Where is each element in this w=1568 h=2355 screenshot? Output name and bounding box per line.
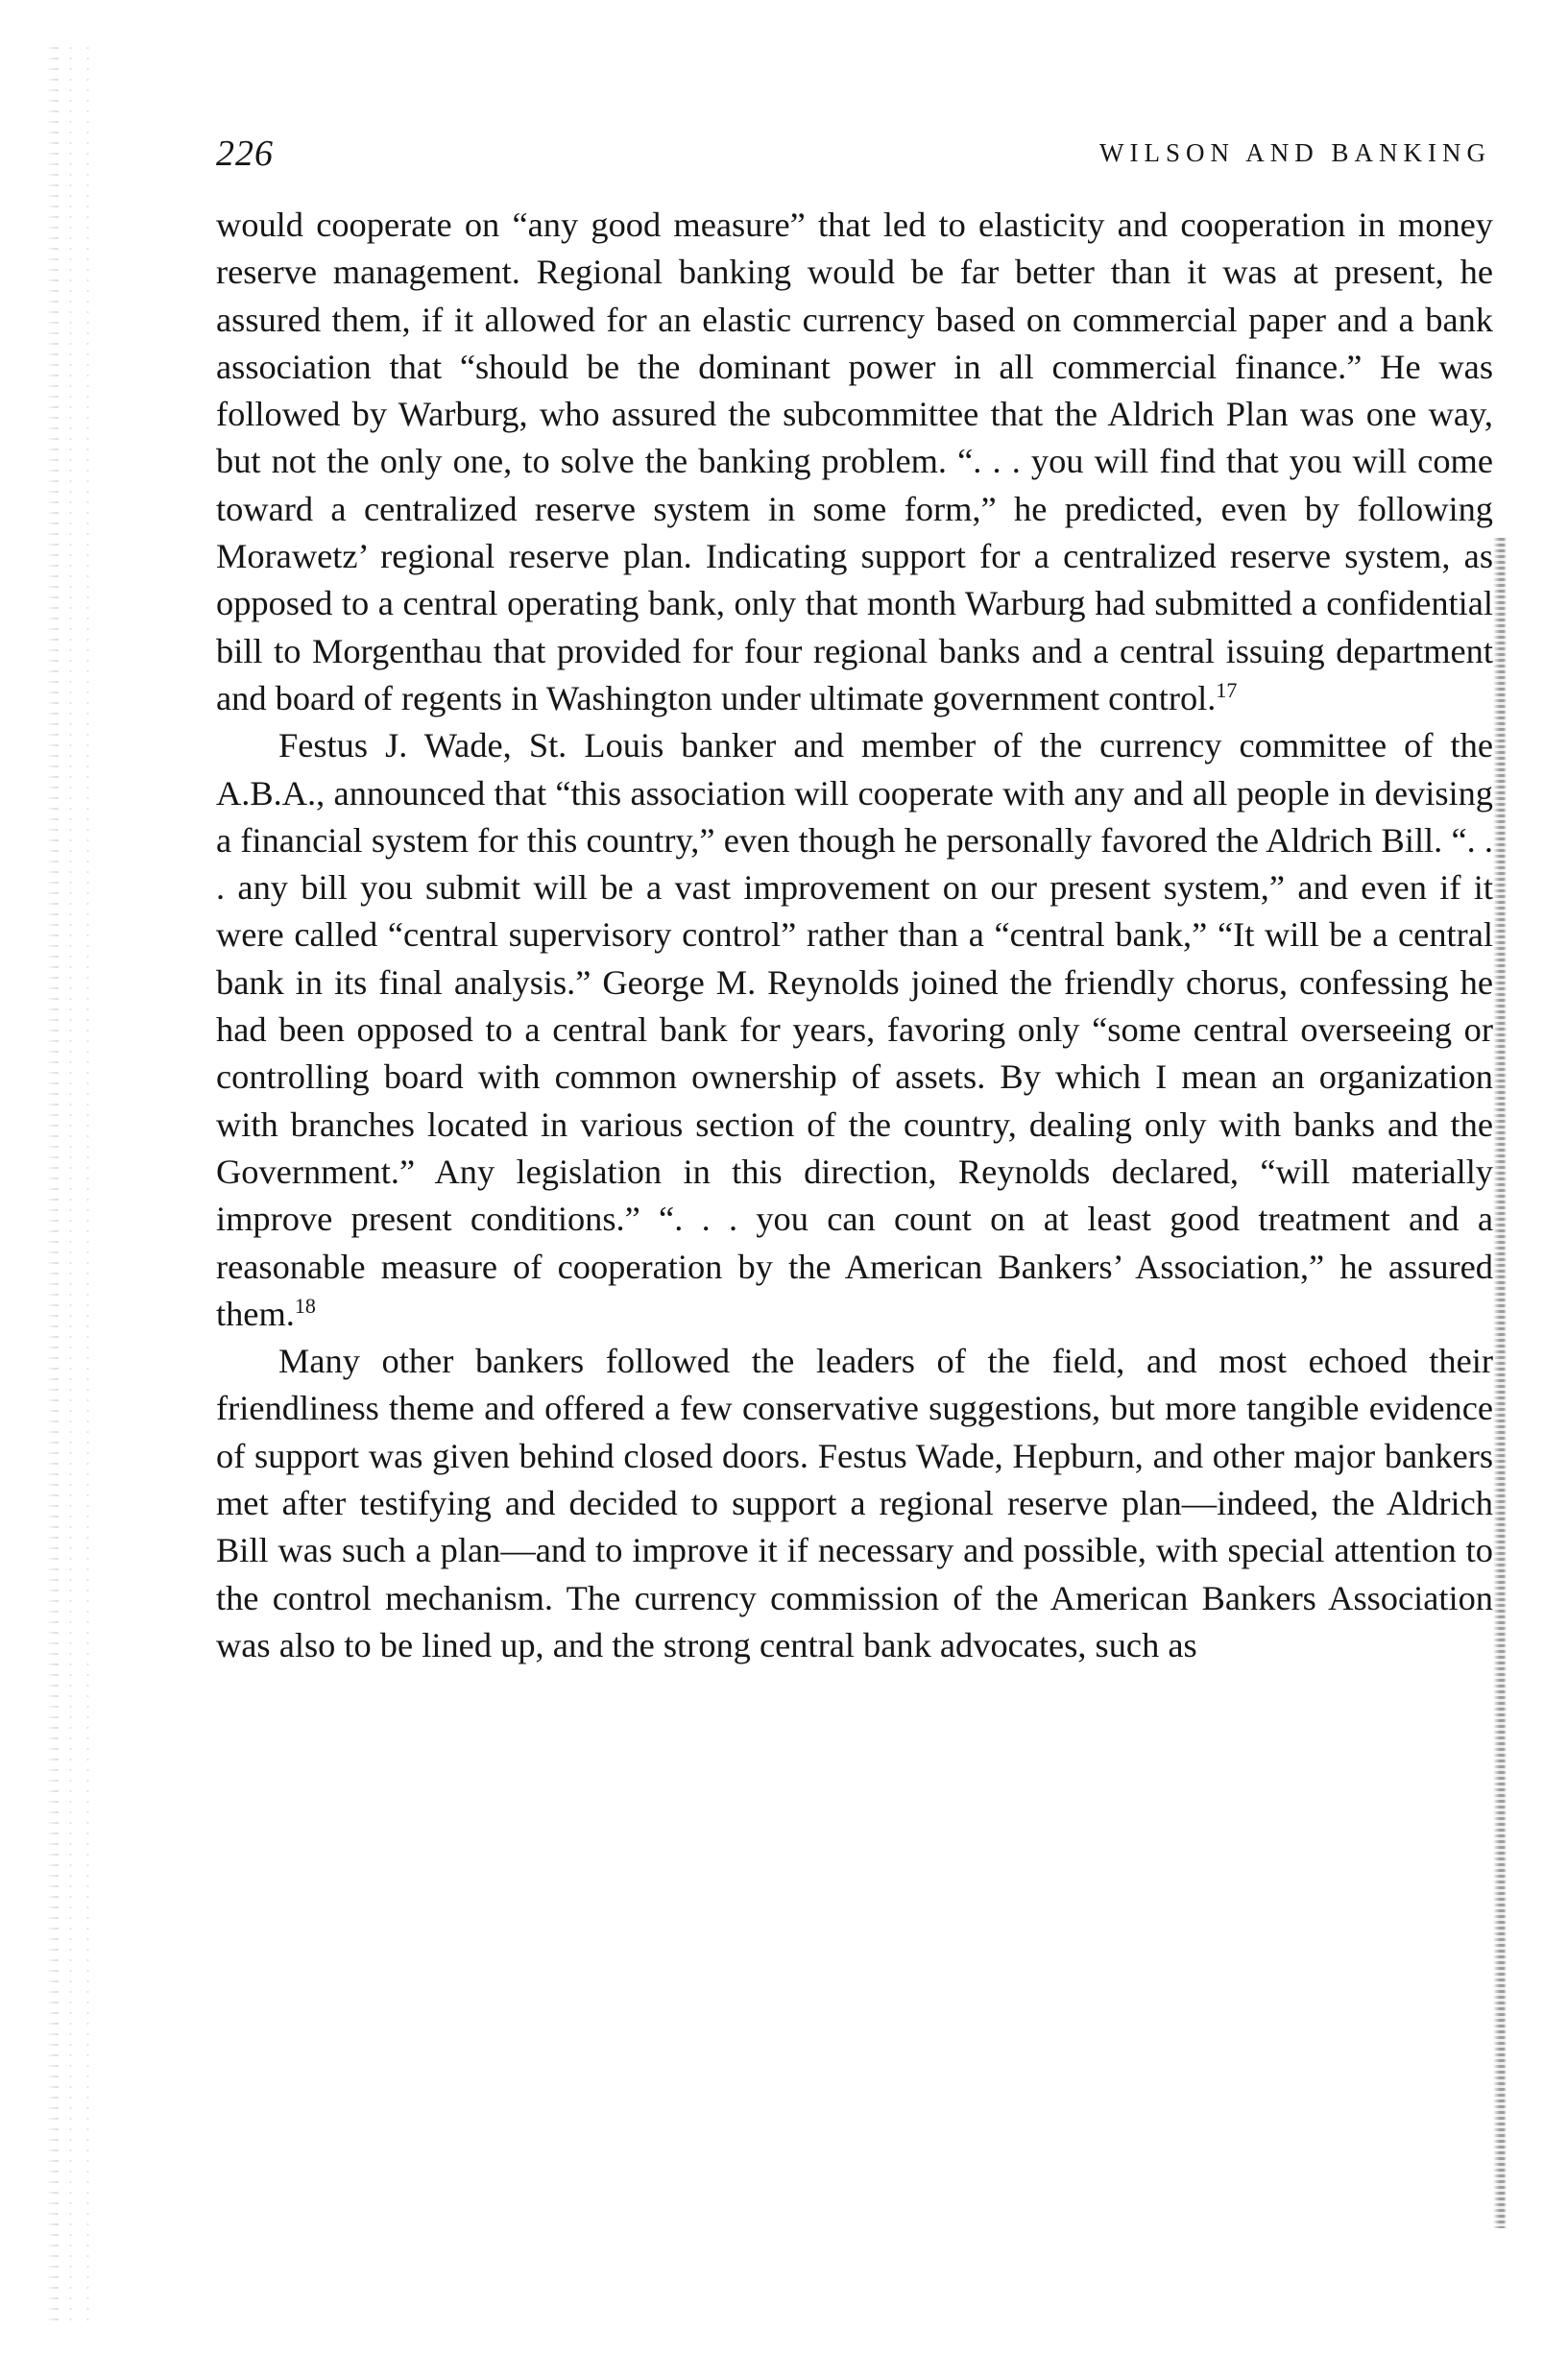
paragraph-1-text: would cooperate on “any good measure” that led to elasticity and cooperation in money reserve management. Regional banking would be far better than it was at present, he assured them, if it allowed for an elastic currency based on commercial paper and a bank association that “should be the dominant power in all commercial finance.” He was followed by Warburg, who assured the subcommittee that the Aldrich Plan was one way, but not the only one, to solve the banking problem. “. . . you will find that you will come toward a centralized reserve system in some form,” he predicted, even by following Morawetz’ regional reserve plan. Indicating support for a centralized reserve system, as opposed to a central operating bank, only that month Warburg had submitted a confidential bill to Morgenthau that provided for four regional banks and a central issuing department and board of regents in Washington under ultimate government control.: [216, 206, 1493, 717]
scan-edge-left: [46, 38, 104, 2324]
paragraph-3: [216, 1338, 1493, 1669]
body-text: [216, 202, 1493, 1669]
paragraph-2: [216, 722, 1493, 1338]
paragraph-2-text: Festus J. Wade, St. Louis banker and member of the currency committee of the A.B.A., announced that “this association will cooperate with any and all people in devising a financial system for this country,” even though he personally favored the Aldrich Bill. “. . . any bill you submit will be a vast improvement on our present system,” and even if it were called “central supervisory control” rather than a “central bank,” “It will be a central bank in its final analysis.” George M. Reynolds joined the friendly chorus, confessing he had been opposed to a central bank for years, favoring only “some central overseeing or controlling board with common ownership of assets. By which I mean an organization with branches located in various section of the country, dealing only with banks and the Government.” Any legislation in this direction, Reynolds declared, “will materially improve present conditions.” “. . . you can count on at least good treatment and a reasonable measure of cooperation by the American Bankers’ Association,” he assured them.: [216, 726, 1493, 1333]
running-head: [216, 133, 1493, 186]
scan-edge-right: [1493, 538, 1512, 2228]
paragraph-1: [216, 202, 1493, 722]
footnote-ref-18: 18: [294, 1293, 316, 1318]
footnote-ref-17: 17: [1216, 677, 1238, 702]
running-title: WILSON AND BANKING: [1099, 138, 1491, 167]
page-number: 226: [216, 134, 274, 174]
paragraph-3-text: Many other bankers followed the leaders of the field, and most echoed their friendliness theme and offered a few conservative suggestions, but more tangible evidence of support was given behind closed doors. Festus Wade, Hepburn, and other major bankers met after testifying and decided to support a regional reserve plan—indeed, the Aldrich Bill was such a plan—and to improve it if necessary and possible, with special attention to the control mechanism. The currency commission of the American Bankers Association was also to be lined up, and the strong central bank advocates, such as: [216, 1342, 1493, 1664]
